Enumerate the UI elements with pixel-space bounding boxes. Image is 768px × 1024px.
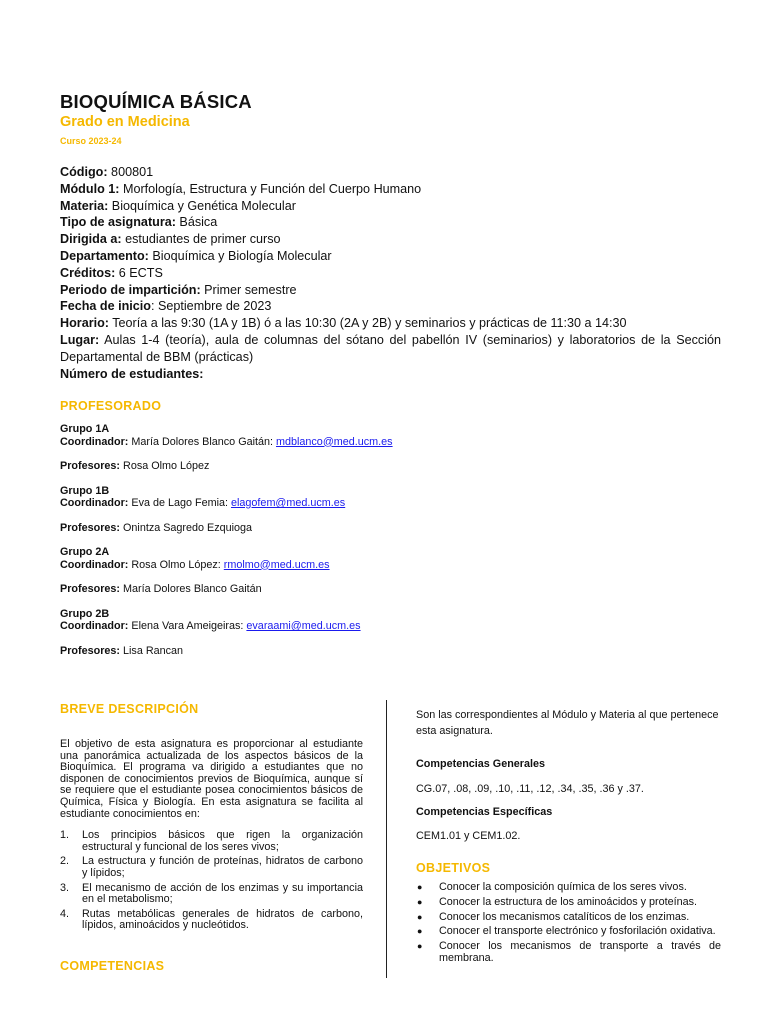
info-value: Bioquímica y Biología Molecular xyxy=(148,248,332,263)
coordinator-label: Coordinador: xyxy=(60,620,129,632)
list-text: Conocer la estructura de los aminoácidos y proteínas. xyxy=(439,895,698,908)
professors-label: Profesores: xyxy=(60,460,121,472)
info-label: Lugar: xyxy=(60,332,100,347)
professors-names: María Dolores Blanco Gaitán xyxy=(120,583,262,595)
group-name: Grupo 1A xyxy=(60,423,110,435)
bullet-icon: ● xyxy=(417,896,423,907)
descripcion-paragraph: El objetivo de esta asignatura es proporcionar al estudiante una panorámica actualizada de los aspectos básicos de la Bioquímica. El programa va dirigido a estudiantes que no disponen de conocimientos previos de Bioquímica, aunque sí se requiere que el estudiante posea conocimientos básicos de Química, Física y Biología. En esta asignatura se facilita al estudiante conocimientos en: xyxy=(60,738,363,820)
info-label: Departamento: xyxy=(60,248,149,263)
list-number: 3. xyxy=(60,881,70,894)
column-divider xyxy=(386,700,387,978)
profesorado-heading: PROFESORADO xyxy=(60,399,162,413)
document-title: BIOQUÍMICA BÁSICA xyxy=(60,91,252,112)
list-text: Rutas metabólicas generales de hidratos de carbono, lípidos, aminoácidos y nucleótidos. xyxy=(82,907,363,932)
list-item xyxy=(60,830,363,853)
info-label: Módulo 1: xyxy=(60,181,120,196)
list-text: El mecanismo de acción de los enzimas y su importancia en el metabolismo; xyxy=(82,881,363,906)
list-text: Conocer los mecanismos catalíticos de los enzimas. xyxy=(439,910,690,923)
coordinator-email-link[interactable]: mdblanco@med.ucm.es xyxy=(276,435,393,448)
coordinator-label: Coordinador: xyxy=(60,497,129,509)
coordinator-email-link[interactable]: rmolmo@med.ucm.es xyxy=(223,558,330,571)
info-value: 6 ECTS xyxy=(115,265,163,280)
coordinator-email-link[interactable]: evaraami@med.ucm.es xyxy=(246,620,361,632)
info-value: Teoría a las 9:30 (1A y 1B) ó a las 10:30 (2A y 2B) y seminarios y prácticas de 11:30 a 14:30 xyxy=(108,316,627,331)
list-number: 4. xyxy=(60,907,70,920)
list-text: Conocer los mecanismos de transporte a través de membrana. xyxy=(439,940,721,964)
info-value: Bioquímica y Genética Molecular xyxy=(108,198,296,213)
descripcion-list xyxy=(60,830,363,932)
degree-subtitle: Grado en Medicina xyxy=(60,114,190,130)
list-text: La estructura y función de proteínas, hidratos de carbono y lípidos; xyxy=(82,855,363,879)
group-2a xyxy=(60,546,460,596)
info-value: Primer semestre xyxy=(200,282,297,297)
professors-names: Lisa Rancan xyxy=(120,644,184,657)
professors-names: Onintza Sagredo Ezquioga xyxy=(120,521,253,534)
info-label: Número de estudiantes: xyxy=(60,366,204,381)
list-item xyxy=(60,909,363,932)
group-name: Grupo 2B xyxy=(60,607,110,620)
info-value: : Septiembre de 2023 xyxy=(150,299,272,314)
competencias-intro: Son las correspondientes al Módulo y Materia al que pertenece esta asignatura. xyxy=(416,709,719,737)
professors-label: Profesores: xyxy=(60,644,121,657)
info-row-dirigida xyxy=(60,231,721,248)
info-row-materia xyxy=(60,198,721,215)
info-value: Aulas 1-4 (teoría), aula de columnas del sótano del pabellón IV (seminarios) y laboratorios de la Sección Departamental de BBM (prácticas) xyxy=(60,332,721,364)
info-label: Materia: xyxy=(60,198,109,213)
competencias-generales-value: CG.07, .08, .09, .10, .11, .12, .34, .35, .36 y .37. xyxy=(416,783,644,795)
info-row-departamento xyxy=(60,248,721,265)
info-row-codigo xyxy=(60,164,721,181)
bullet-icon: ● xyxy=(417,941,423,952)
coordinator-email-link[interactable]: elagofem@med.ucm.es xyxy=(231,497,346,509)
list-item xyxy=(416,941,721,965)
list-number: 1. xyxy=(60,829,70,842)
info-row-fecha xyxy=(60,298,721,315)
list-text: Los principios básicos que rigen la organización estructural y funcional de los seres vivos; xyxy=(82,829,363,853)
course-info-block xyxy=(60,164,721,382)
bullet-icon: ● xyxy=(417,882,423,892)
list-item xyxy=(416,912,721,924)
professors-label: Profesores: xyxy=(60,521,121,534)
group-name: Grupo 2A xyxy=(60,546,110,558)
group-1a xyxy=(60,423,460,473)
list-item xyxy=(60,883,363,906)
course-year: Curso 2023-24 xyxy=(60,136,122,146)
group-2b xyxy=(60,608,460,658)
objetivos-list xyxy=(416,882,721,968)
coordinator-name: Rosa Olmo López: xyxy=(128,558,224,571)
list-text: Conocer la composición química de los seres vivos. xyxy=(439,881,687,893)
bullet-icon: ● xyxy=(417,911,423,922)
info-value: Morfología, Estructura y Función del Cuerpo Humano xyxy=(119,181,422,196)
professors-label: Profesores: xyxy=(60,583,121,595)
coordinator-label: Coordinador: xyxy=(60,558,129,571)
list-text: Conocer el transporte electrónico y fosforilación oxidativa. xyxy=(439,925,716,938)
group-name: Grupo 1B xyxy=(60,484,110,497)
info-row-modulo xyxy=(60,181,721,198)
info-row-estudiantes xyxy=(60,366,721,383)
info-label: Periodo de impartición: xyxy=(60,282,201,297)
info-label: Fecha de inicio xyxy=(60,299,151,314)
descripcion-block xyxy=(60,739,363,935)
list-item xyxy=(416,882,721,894)
competencias-block xyxy=(416,707,721,842)
list-number: 2. xyxy=(60,855,70,868)
info-label: Código: xyxy=(60,165,108,179)
profesorado-block xyxy=(60,423,460,669)
coordinator-name: María Dolores Blanco Gaitán: xyxy=(128,435,276,448)
objetivos-heading: OBJETIVOS xyxy=(416,861,491,875)
coordinator-name: Eva de Lago Femia: xyxy=(128,497,232,509)
list-item xyxy=(416,897,721,909)
list-item xyxy=(60,856,363,879)
descripcion-heading: BREVE DESCRIPCIÓN xyxy=(60,702,199,716)
info-row-tipo xyxy=(60,214,721,231)
competencias-especificas-label: Competencias Específicas xyxy=(416,806,553,818)
list-item xyxy=(416,926,721,938)
info-label: Tipo de asignatura: xyxy=(60,215,176,230)
info-label: Dirigida a: xyxy=(60,232,122,247)
group-1b xyxy=(60,485,460,535)
info-row-horario xyxy=(60,315,721,332)
competencias-especificas-value: CEM1.01 y CEM1.02. xyxy=(416,830,521,842)
bullet-icon: ● xyxy=(417,926,423,937)
professors-names: Rosa Olmo López xyxy=(120,460,210,472)
info-label: Créditos: xyxy=(60,265,116,280)
info-row-lugar xyxy=(60,332,721,366)
info-row-creditos xyxy=(60,265,721,282)
info-value: estudiantes de primer curso xyxy=(121,232,281,247)
coordinator-name: Elena Vara Ameigeiras: xyxy=(128,620,247,632)
info-label: Horario: xyxy=(60,316,109,331)
info-value: 800801 xyxy=(107,165,154,179)
coordinator-label: Coordinador: xyxy=(60,435,129,448)
info-row-periodo xyxy=(60,282,721,299)
competencias-heading: COMPETENCIAS xyxy=(60,959,165,973)
competencias-generales-label: Competencias Generales xyxy=(416,758,546,770)
info-value: Básica xyxy=(175,215,218,230)
